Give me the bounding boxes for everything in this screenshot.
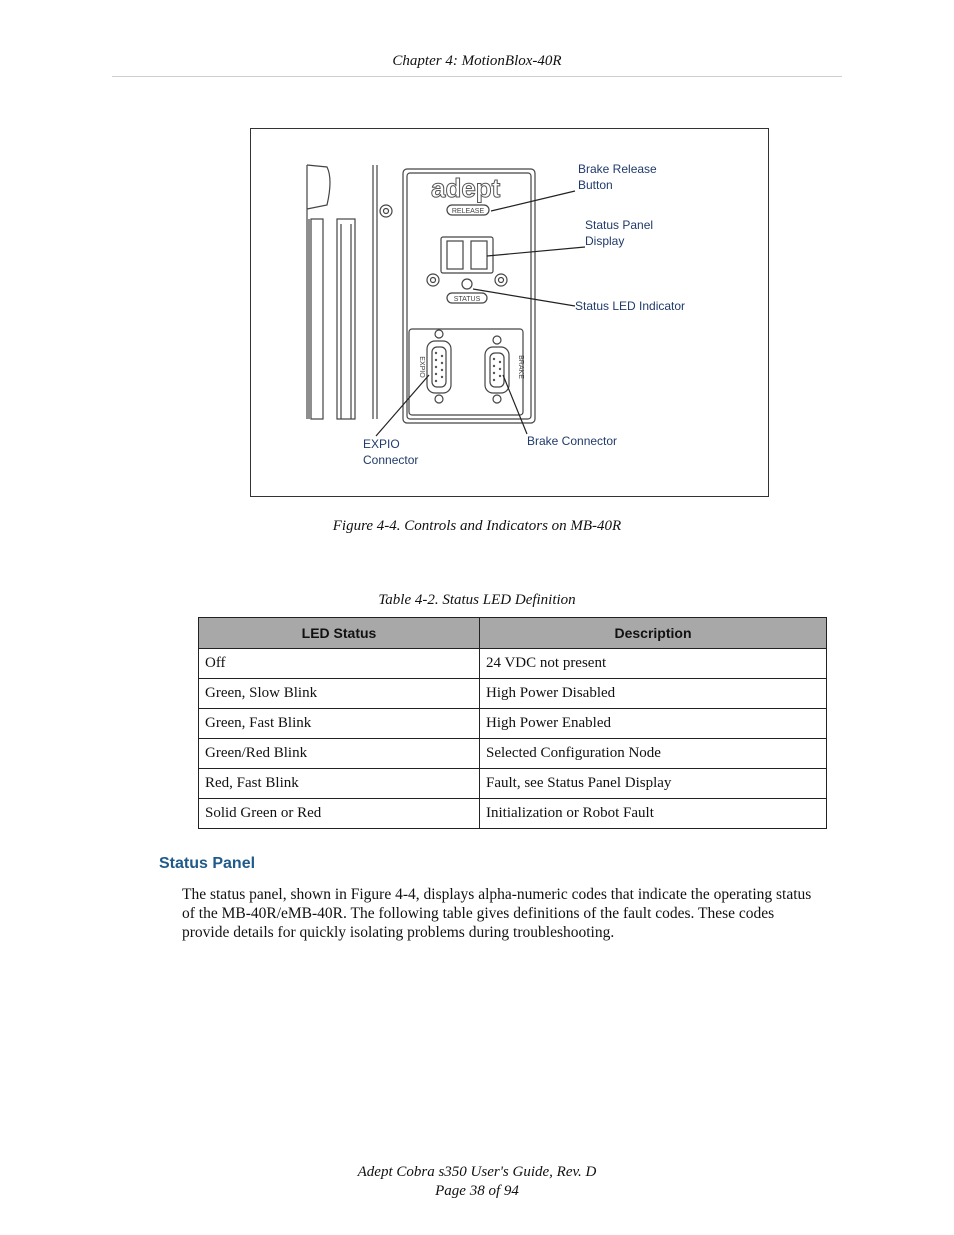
callout-expio: EXPIO Connector xyxy=(363,437,419,467)
table-row xyxy=(199,679,827,709)
footer-page-number: Page 38 of 94 xyxy=(435,1183,519,1199)
expio-device-label: EXPIO xyxy=(418,356,425,378)
description-cell: Initialization or Robot Fault xyxy=(480,799,827,829)
table-row xyxy=(199,739,827,769)
description-cell: High Power Disabled xyxy=(480,679,827,709)
running-header: Chapter 4: MotionBlox-40R xyxy=(392,53,562,69)
page-footer xyxy=(0,1163,954,1201)
callout-status-led: Status LED Indicator xyxy=(575,299,686,313)
status-label: STATUS xyxy=(453,296,481,303)
description-cell: 24 VDC not present xyxy=(480,649,827,679)
callout-status-panel: Status Panel Display xyxy=(585,218,654,248)
table-row xyxy=(199,799,827,829)
status-led xyxy=(462,279,472,289)
column-header-description: Description xyxy=(480,618,827,649)
brake-device-label: BRAKE xyxy=(517,355,524,379)
table-row xyxy=(199,649,827,679)
brake-port xyxy=(485,347,509,393)
status-led-table xyxy=(198,617,827,829)
column-header-led-status: LED Status xyxy=(199,618,480,649)
mb40r-panel-illustration xyxy=(251,129,769,497)
header-rule xyxy=(112,76,842,77)
description-cell: Selected Configuration Node xyxy=(480,739,827,769)
section-heading-status-panel: Status Panel xyxy=(159,855,256,872)
adept-logo: adept xyxy=(431,173,501,203)
chassis-edge xyxy=(307,165,330,209)
description-cell: Fault, see Status Panel Display xyxy=(480,769,827,799)
section-body-paragraph: The status panel, shown in Figure 4-4, displays alpha-numeric codes that indicate the operating status of the MB-40R/eMB-40R. The following table gives definitions of the fault codes. These codes provide details for quickly isolating problems during troubleshooting. xyxy=(182,886,812,941)
led-status-cell: Green/Red Blink xyxy=(199,739,480,769)
led-status-cell: Green, Fast Blink xyxy=(199,709,480,739)
led-status-cell: Red, Fast Blink xyxy=(199,769,480,799)
callout-brake-release: Brake Release Button xyxy=(578,162,657,192)
led-status-cell: Green, Slow Blink xyxy=(199,679,480,709)
led-status-cell: Off xyxy=(199,649,480,679)
expio-port xyxy=(427,341,451,393)
table-row xyxy=(199,769,827,799)
footer-guide-title: Adept Cobra s350 User's Guide, Rev. D xyxy=(357,1164,597,1180)
callout-brake-connector: Brake Connector xyxy=(527,434,618,448)
release-label: RELEASE xyxy=(451,208,485,215)
figure-controls-indicators xyxy=(250,128,769,497)
table-caption: Table 4-2. Status LED Definition xyxy=(378,592,576,608)
description-cell: High Power Enabled xyxy=(480,709,827,739)
led-status-cell: Solid Green or Red xyxy=(199,799,480,829)
figure-caption: Figure 4-4. Controls and Indicators on MB-40R xyxy=(332,518,622,534)
table-header-row xyxy=(199,618,827,649)
table-row xyxy=(199,709,827,739)
